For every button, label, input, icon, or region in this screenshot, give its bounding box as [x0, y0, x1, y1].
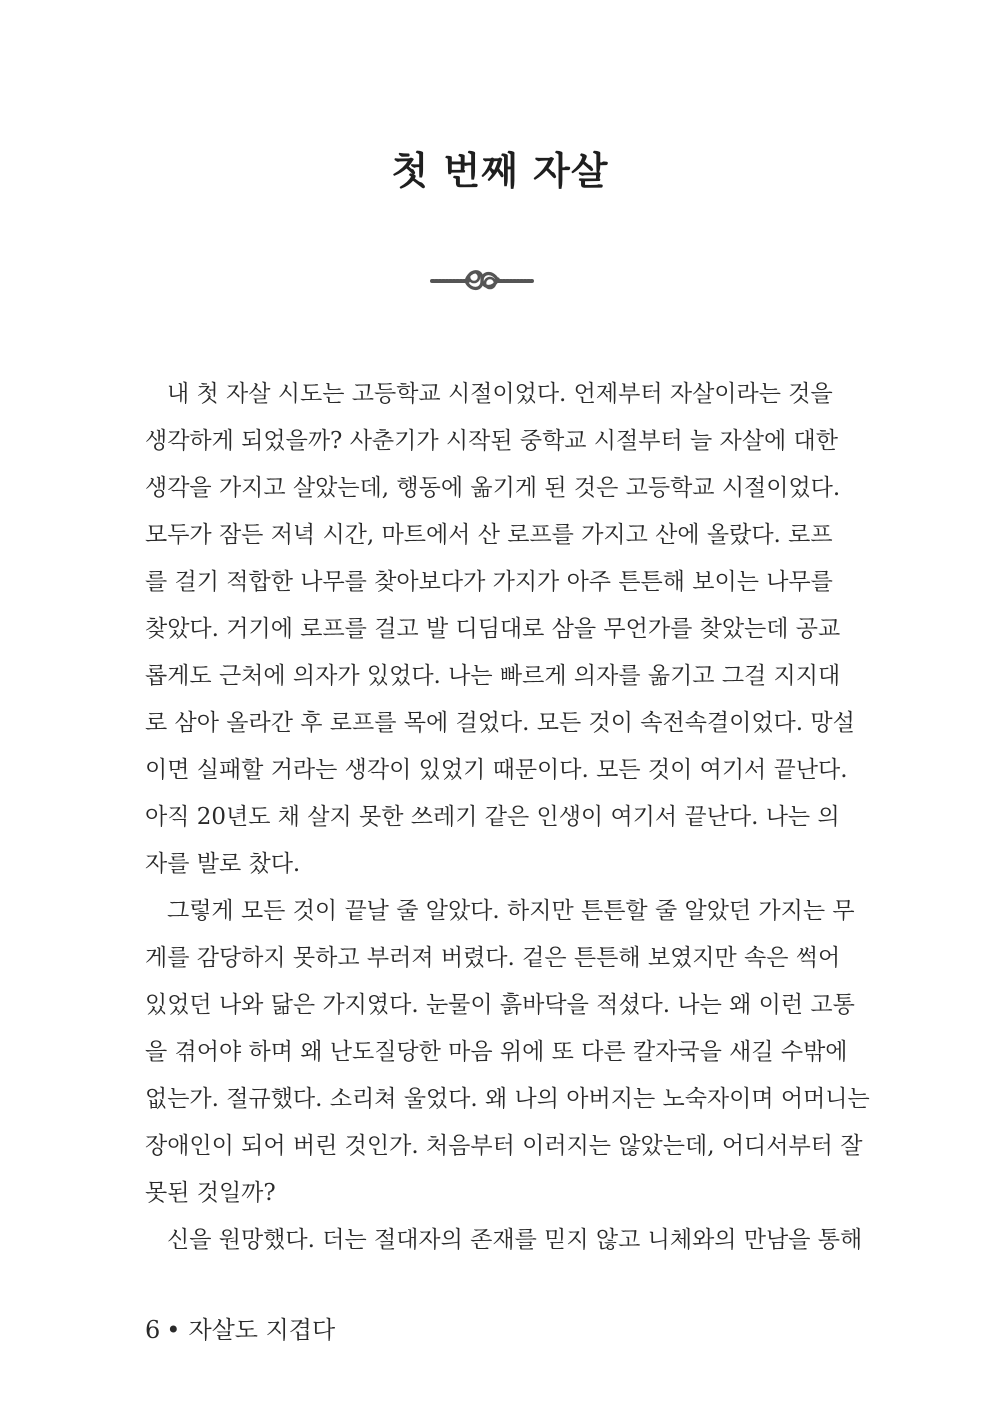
text-line: 롭게도 근처에 의자가 있었다. 나는 빠르게 의자를 옮기고 그걸 지지대 [145, 663, 841, 689]
paragraph [145, 371, 855, 888]
chapter-title: 첫 번째 자살 [391, 149, 609, 193]
paragraph [145, 1217, 863, 1264]
text-line: 이면 실패할 거라는 생각이 있었기 때문이다. 모든 것이 여기서 끝난다. [145, 757, 848, 783]
text-line: 있었던 나와 닮은 가지였다. 눈물이 흙바닥을 적셨다. 나는 왜 이런 고통 [145, 992, 855, 1018]
text-line: 생각하게 되었을까? 사춘기가 시작된 중학교 시절부터 늘 자살에 대한 [145, 428, 838, 454]
text-line: 을 겪어야 하며 왜 난도질당한 마음 위에 또 다른 칼자국을 새길 수밖에 [145, 1039, 848, 1065]
text-line: 찾았다. 거기에 로프를 걸고 발 디딤대로 삼을 무언가를 찾았는데 공교 [145, 616, 841, 642]
text-line: 신을 원망했다. 더는 절대자의 존재를 믿지 않고 니체와의 만남을 통해 [167, 1227, 863, 1253]
text-line: 를 걸기 적합한 나무를 찾아보다가 가지가 아주 튼튼해 보이는 나무를 [145, 569, 833, 595]
footer-separator: • [166, 1316, 181, 1344]
text-line: 모두가 잠든 저녁 시간, 마트에서 산 로프를 가지고 산에 올랐다. 로프 [145, 522, 833, 548]
text-line: 로 삼아 올라간 후 로프를 목에 걸었다. 모든 것이 속전속결이었다. 망설 [145, 710, 855, 736]
text-line: 장애인이 되어 버린 것인가. 처음부터 이러지는 않았는데, 어디서부터 잘 [145, 1133, 863, 1159]
text-line: 아직 20년도 채 살지 못한 쓰레기 같은 인생이 여기서 끝난다. 나는 의 [145, 804, 840, 830]
body-text [145, 371, 870, 1264]
text-line: 자를 발로 찼다. [145, 851, 301, 877]
book-title: 자살도 지겹다 [188, 1316, 336, 1344]
text-line: 못된 것일까? [145, 1180, 276, 1206]
text-line: 없는가. 절규했다. 소리쳐 울었다. 왜 나의 아버지는 노숙자이며 어머니는 [145, 1086, 870, 1112]
text-line: 게를 감당하지 못하고 부러져 버렸다. 겉은 튼튼해 보였지만 속은 썩어 [145, 945, 841, 971]
rope-knot-icon [430, 265, 534, 295]
text-line: 내 첫 자살 시도는 고등학교 시절이었다. 언제부터 자살이라는 것을 [167, 381, 833, 407]
text-line: 그렇게 모든 것이 끝날 줄 알았다. 하지만 튼튼할 줄 알았던 가지는 무 [167, 898, 855, 924]
page-footer [145, 1310, 335, 1345]
paragraph [145, 888, 870, 1217]
page-number: 6 [145, 1316, 161, 1344]
text-line: 생각을 가지고 살았는데, 행동에 옮기게 된 것은 고등학교 시절이었다. [145, 475, 841, 501]
